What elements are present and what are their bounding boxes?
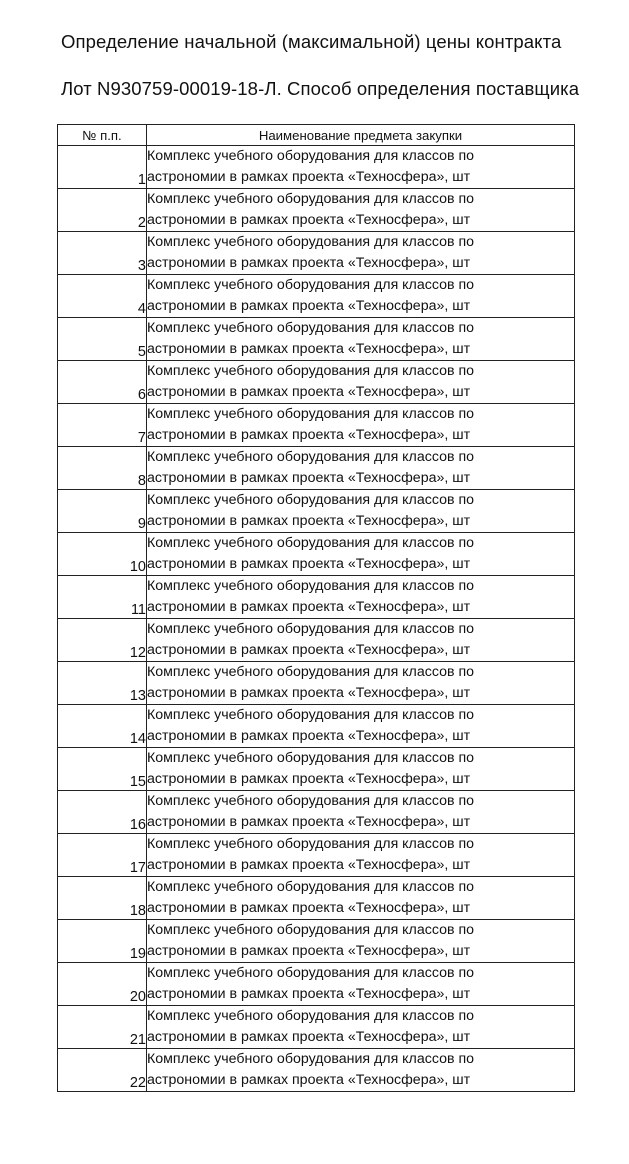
table-row xyxy=(58,705,575,748)
item-name-cell: Комплекс учебного оборудования для классов по астрономии в рамках проекта «Техносфера», шт xyxy=(147,791,575,834)
item-name-cell: Комплекс учебного оборудования для классов по астрономии в рамках проекта «Техносфера», шт xyxy=(147,447,575,490)
item-name-cell: Комплекс учебного оборудования для классов по астрономии в рамках проекта «Техносфера», шт xyxy=(147,490,575,533)
row-number-cell: 9 xyxy=(58,490,147,533)
row-number-cell: 4 xyxy=(58,275,147,318)
item-name-cell: Комплекс учебного оборудования для классов по астрономии в рамках проекта «Техносфера», шт xyxy=(147,963,575,1006)
row-number-cell: 17 xyxy=(58,834,147,877)
item-name-cell: Комплекс учебного оборудования для классов по астрономии в рамках проекта «Техносфера», шт xyxy=(147,834,575,877)
item-name-cell: Комплекс учебного оборудования для классов по астрономии в рамках проекта «Техносфера», шт xyxy=(147,275,575,318)
row-number-cell: 21 xyxy=(58,1006,147,1049)
table-row xyxy=(58,318,575,361)
row-number-cell: 18 xyxy=(58,877,147,920)
item-name-cell: Комплекс учебного оборудования для классов по астрономии в рамках проекта «Техносфера», шт xyxy=(147,877,575,920)
table-row xyxy=(58,662,575,705)
row-number-cell: 11 xyxy=(58,576,147,619)
table-row xyxy=(58,361,575,404)
table-row xyxy=(58,834,575,877)
table-row xyxy=(58,232,575,275)
row-number-cell: 10 xyxy=(58,533,147,576)
item-name-cell: Комплекс учебного оборудования для классов по астрономии в рамках проекта «Техносфера», шт xyxy=(147,662,575,705)
table-row xyxy=(58,1006,575,1049)
row-number-cell: 19 xyxy=(58,920,147,963)
table-row xyxy=(58,576,575,619)
item-name-cell: Комплекс учебного оборудования для классов по астрономии в рамках проекта «Техносфера», шт xyxy=(147,404,575,447)
table-body xyxy=(58,146,575,1092)
table-row xyxy=(58,490,575,533)
row-number-cell: 20 xyxy=(58,963,147,1006)
item-name-cell: Комплекс учебного оборудования для классов по астрономии в рамках проекта «Техносфера», шт xyxy=(147,146,575,189)
item-name-cell: Комплекс учебного оборудования для классов по астрономии в рамках проекта «Техносфера», шт xyxy=(147,619,575,662)
table-row xyxy=(58,146,575,189)
table-row xyxy=(58,791,575,834)
table-header-row xyxy=(58,125,575,146)
row-number-cell: 8 xyxy=(58,447,147,490)
procurement-table xyxy=(57,124,575,1092)
table-row xyxy=(58,447,575,490)
table-row xyxy=(58,963,575,1006)
row-number-cell: 3 xyxy=(58,232,147,275)
table-row xyxy=(58,533,575,576)
column-header-number: № п.п. xyxy=(58,125,147,146)
row-number-cell: 7 xyxy=(58,404,147,447)
table-row xyxy=(58,920,575,963)
lot-subtitle: Лот N930759-00019-18-Л. Способ определения поставщика xyxy=(61,78,580,99)
table-row xyxy=(58,275,575,318)
row-number-cell: 5 xyxy=(58,318,147,361)
item-name-cell: Комплекс учебного оборудования для классов по астрономии в рамках проекта «Техносфера», шт xyxy=(147,318,575,361)
item-name-cell: Комплекс учебного оборудования для классов по астрономии в рамках проекта «Техносфера», шт xyxy=(147,1006,575,1049)
item-name-cell: Комплекс учебного оборудования для классов по астрономии в рамках проекта «Техносфера», шт xyxy=(147,361,575,404)
item-name-cell: Комплекс учебного оборудования для классов по астрономии в рамках проекта «Техносфера», шт xyxy=(147,748,575,791)
document-title: Определение начальной (максимальной) цены контракта xyxy=(61,31,562,52)
table-row xyxy=(58,619,575,662)
table-row xyxy=(58,189,575,232)
row-number-cell: 14 xyxy=(58,705,147,748)
row-number-cell: 1 xyxy=(58,146,147,189)
table-row xyxy=(58,1049,575,1092)
item-name-cell: Комплекс учебного оборудования для классов по астрономии в рамках проекта «Техносфера», шт xyxy=(147,705,575,748)
table-row xyxy=(58,404,575,447)
row-number-cell: 6 xyxy=(58,361,147,404)
item-name-cell: Комплекс учебного оборудования для классов по астрономии в рамках проекта «Техносфера», шт xyxy=(147,533,575,576)
row-number-cell: 13 xyxy=(58,662,147,705)
row-number-cell: 15 xyxy=(58,748,147,791)
column-header-name: Наименование предмета закупки xyxy=(147,125,575,146)
row-number-cell: 2 xyxy=(58,189,147,232)
item-name-cell: Комплекс учебного оборудования для классов по астрономии в рамках проекта «Техносфера», шт xyxy=(147,189,575,232)
table-row xyxy=(58,877,575,920)
item-name-cell: Комплекс учебного оборудования для классов по астрономии в рамках проекта «Техносфера», шт xyxy=(147,920,575,963)
item-name-cell: Комплекс учебного оборудования для классов по астрономии в рамках проекта «Техносфера», шт xyxy=(147,576,575,619)
row-number-cell: 12 xyxy=(58,619,147,662)
item-name-cell: Комплекс учебного оборудования для классов по астрономии в рамках проекта «Техносфера», шт xyxy=(147,1049,575,1092)
item-name-cell: Комплекс учебного оборудования для классов по астрономии в рамках проекта «Техносфера», шт xyxy=(147,232,575,275)
row-number-cell: 16 xyxy=(58,791,147,834)
table-row xyxy=(58,748,575,791)
row-number-cell: 22 xyxy=(58,1049,147,1092)
